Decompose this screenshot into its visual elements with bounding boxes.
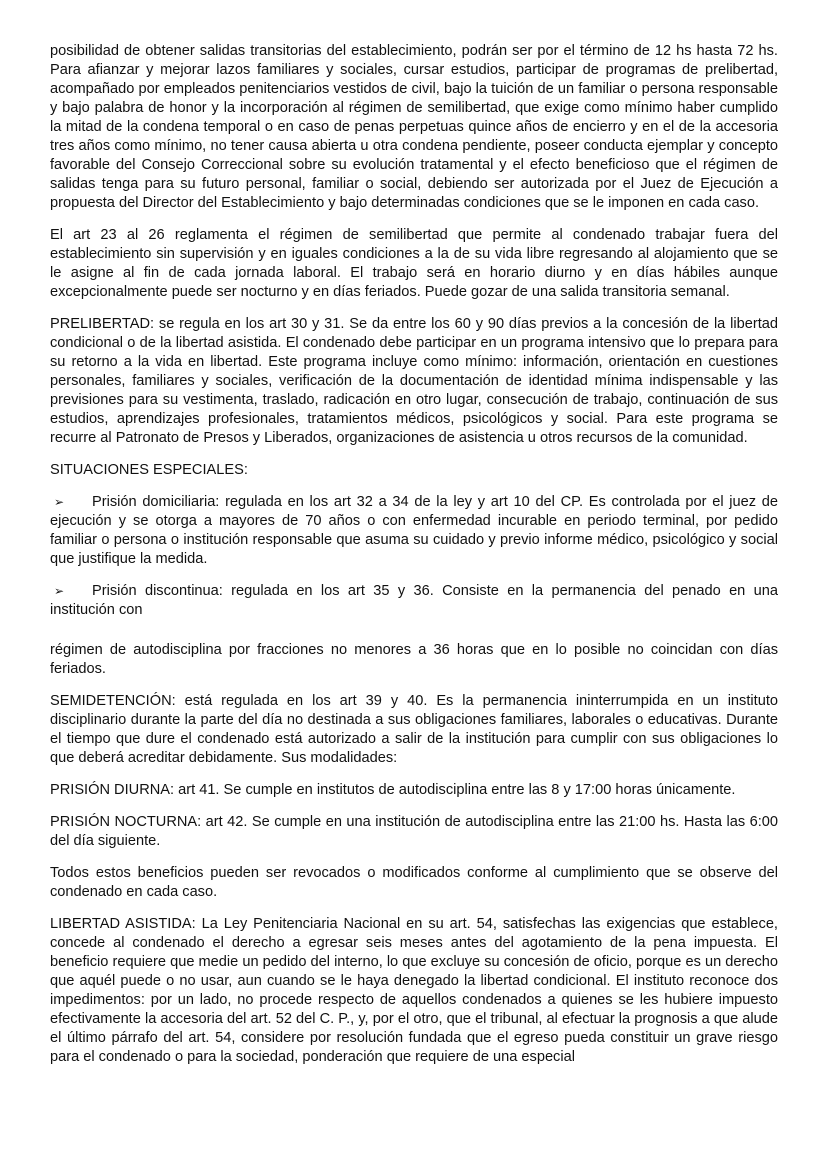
- paragraph-semilibertad: El art 23 al 26 reglamenta el régimen de semilibertad que permite al condenado trabajar fuera del establecimiento sin supervisión y en iguales condiciones a la de su vida libre regresando al alojamiento que se le asigne al fin de cada jornada laboral. El trabajo será en horario diurno y en días hábiles aunque excepcionalmente puede ser nocturno y en días feriados. Puede gozar de una salida transitoria semanal.: [50, 227, 778, 300]
- paragraph-libertad-asistida: LIBERTAD ASISTIDA: La Ley Penitenciaria Nacional en su art. 54, satisfechas las exigencias que establece, concede al condenado el derecho a egresar seis meses antes del agotamiento de la pena impuesta. El beneficio requiere que medie un pedido del interno, lo que excluye su concesión de oficio, porque es un derecho que aquél puede o no usar, aun cuando se le haya denegado la libertad condicional. El instituto reconoce dos impedimentos: por un lado, no procede respecto de aquellos condenados a quienes se les hubiere impuesto efectivamente la accesoria del art. 52 del C. P., y, por el otro, que el tribunal, al efectuar la prognosis a que alude el último párrafo del art. 54, considere por resolución fundada que el egreso pueda constituir un grave riesgo para el condenado o para la sociedad, ponderación que requiere de una especial: [50, 916, 778, 1065]
- arrow-bullet-icon: ➢: [54, 584, 65, 598]
- heading-situaciones-especiales: SITUACIONES ESPECIALES:: [50, 462, 248, 478]
- document-page: [50, 42, 778, 1067]
- arrow-bullet-icon: ➢: [54, 495, 65, 509]
- bullet-item-prision-discontinua: [50, 582, 778, 620]
- paragraph-revocacion: Todos estos beneficios pueden ser revocados o modificados conforme al cumplimiento que se observe del condenado en cada caso.: [50, 865, 778, 900]
- paragraph-semidetencion: SEMIDETENCIÓN: está regulada en los art 39 y 40. Es la permanencia ininterrumpida en un instituto disciplinario durante la parte del día no destinada a sus obligaciones familiares, laborales o educativas. Durante el tiempo que dure el condenado está autorizado a salir de la institución para cumplir con sus obligaciones lo que deberá acreditar debidamente. Sus modalidades:: [50, 693, 778, 766]
- bullet-item-prision-domiciliaria: [50, 493, 778, 569]
- paragraph-autodisciplina: régimen de autodisciplina por fracciones no menores a 36 horas que en lo posible no coincidan con días feriados.: [50, 642, 778, 677]
- bullet-text: Prisión discontinua: regulada en los art 35 y 36. Consiste en la permanencia del penado en una institución con: [50, 583, 778, 618]
- bullet-text: Prisión domiciliaria: regulada en los art 32 a 34 de la ley y art 10 del CP. Es controlada por el juez de ejecución y se otorga a mayores de 70 años o con enfermedad incurable en periodo terminal, por pedido familiar o persona o institución responsable que asuma su cuidado y previo informe médico, psicológico y social que justifique la medida.: [50, 494, 778, 567]
- paragraph-prision-diurna: PRISIÓN DIURNA: art 41. Se cumple en institutos de autodisciplina entre las 8 y 17:00 horas únicamente.: [50, 782, 736, 798]
- paragraph-prelibertad: PRELIBERTAD: se regula en los art 30 y 31. Se da entre los 60 y 90 días previos a la concesión de la libertad condicional o de la libertad asistida. El condenado debe participar en un programa intensivo que lo prepara para su retorno a la vida en libertad. Este programa incluye como mínimo: información, orientación en cuestiones personales, familiares y sociales, verificación de la documentación de identidad mínima indispensable y las previsiones para su vestimenta, traslado, radicación en otro lugar, consecución de trabajo, continuación de sus estudios, aprendizajes profesionales, tratamientos médicos, psicológicos y social. Para este programa se recurre al Patronato de Presos y Liberados, organizaciones de asistencia u otros recursos de la comunidad.: [50, 316, 778, 446]
- paragraph-salidas-transitorias: posibilidad de obtener salidas transitorias del establecimiento, podrán ser por el término de 12 hs hasta 72 hs. Para afianzar y mejorar lazos familiares y sociales, cursar estudios, participar de programas de prelibertad, acompañado por empleados penitenciarios vestidos de civil, bajo la tuición de un familiar o persona responsable y bajo palabra de honor y la incorporación al régimen de semilibertad, que exige como mínimo haber cumplido la mitad de la condena temporal o en caso de penas perpetuas quince años de encierro y en el de la accesoria tres años como mínimo, no tener causa abierta u otra condena pendiente, poseer conducta ejemplar y concepto favorable del Consejo Correccional sobre su evolución tratamental y el efecto beneficioso que el régimen de salidas tenga para su futuro personal, familiar o social, debiendo ser autorizada por el Juez de Ejecución a propuesta del Director del Establecimiento y bajo determinadas condiciones que se le imponen en cada caso.: [50, 43, 778, 211]
- paragraph-prision-nocturna: PRISIÓN NOCTURNA: art 42. Se cumple en una institución de autodisciplina entre las 21:00 hs. Hasta las 6:00 del día siguiente.: [50, 814, 778, 849]
